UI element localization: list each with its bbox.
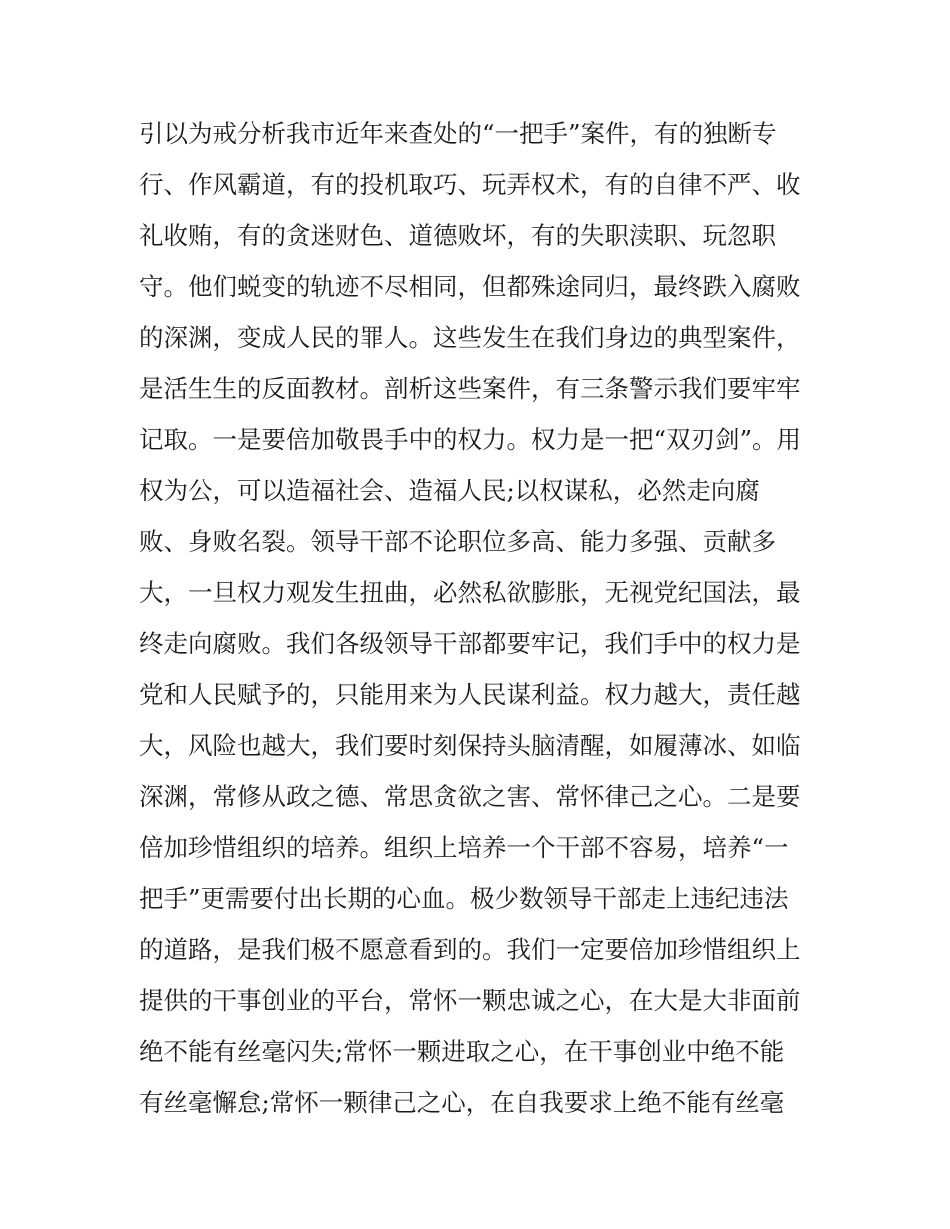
text-line: 权为公，可以造福社会、造福人民;以权谋私，必然走向腐 [139, 476, 760, 505]
text-line: 党和人民赋予的，只能用来为人民谋利益。权力越大，责任越 [139, 680, 801, 709]
text-line: 大，一旦权力观发生扭曲，必然私欲膨胀，无视党纪国法，最 [139, 578, 801, 607]
text-line: 大，风险也越大，我们要时刻保持头脑清醒，如履薄冰、如临 [139, 731, 801, 760]
text-line: 的道路，是我们极不愿意看到的。我们一定要倍加珍惜组织上 [139, 935, 801, 964]
text-line: 终走向腐败。我们各级领导干部都要牢记，我们手中的权力是 [139, 629, 801, 658]
text-line: 引以为戒分析我市近年来查处的“一把手”案件，有的独断专 [139, 119, 777, 148]
text-line: 的深渊，变成人民的罪人。这些发生在我们身边的典型案件， [139, 323, 801, 352]
text-line: 守。他们蜕变的轨迹不尽相同，但都殊途同归，最终跌入腐败 [139, 272, 801, 301]
text-line: 把手”更需要付出长期的心血。极少数领导干部走上违纪违法 [139, 884, 789, 913]
text-line: 绝不能有丝毫闪失;常怀一颗进取之心，在干事创业中绝不能 [139, 1037, 785, 1066]
text-line: 败、身败名裂。领导干部不论职位多高、能力多强、贡献多 [139, 527, 776, 556]
body-paragraph [139, 108, 819, 1128]
text-line: 倍加珍惜组织的培养。组织上培养一个干部不容易，培养“一 [139, 833, 789, 862]
text-line: 深渊，常修从政之德、常思贪欲之害、常怀律己之心。二是要 [139, 782, 801, 811]
text-line: 记取。一是要倍加敬畏手中的权力。权力是一把“双刃剑”。用 [139, 425, 802, 454]
text-line: 行、作风霸道，有的投机取巧、玩弄权术，有的自律不严、收 [139, 170, 801, 199]
text-line: 有丝毫懈怠;常怀一颗律己之心，在自我要求上绝不能有丝毫 [139, 1088, 785, 1117]
text-line: 礼收贿，有的贪迷财色、道德败坏，有的失职渎职、玩忽职 [139, 221, 776, 250]
text-line: 提供的干事创业的平台，常怀一颗忠诚之心，在大是大非面前 [139, 986, 801, 1015]
text-line: 是活生生的反面教材。剖析这些案件，有三条警示我们要牢牢 [139, 374, 801, 403]
